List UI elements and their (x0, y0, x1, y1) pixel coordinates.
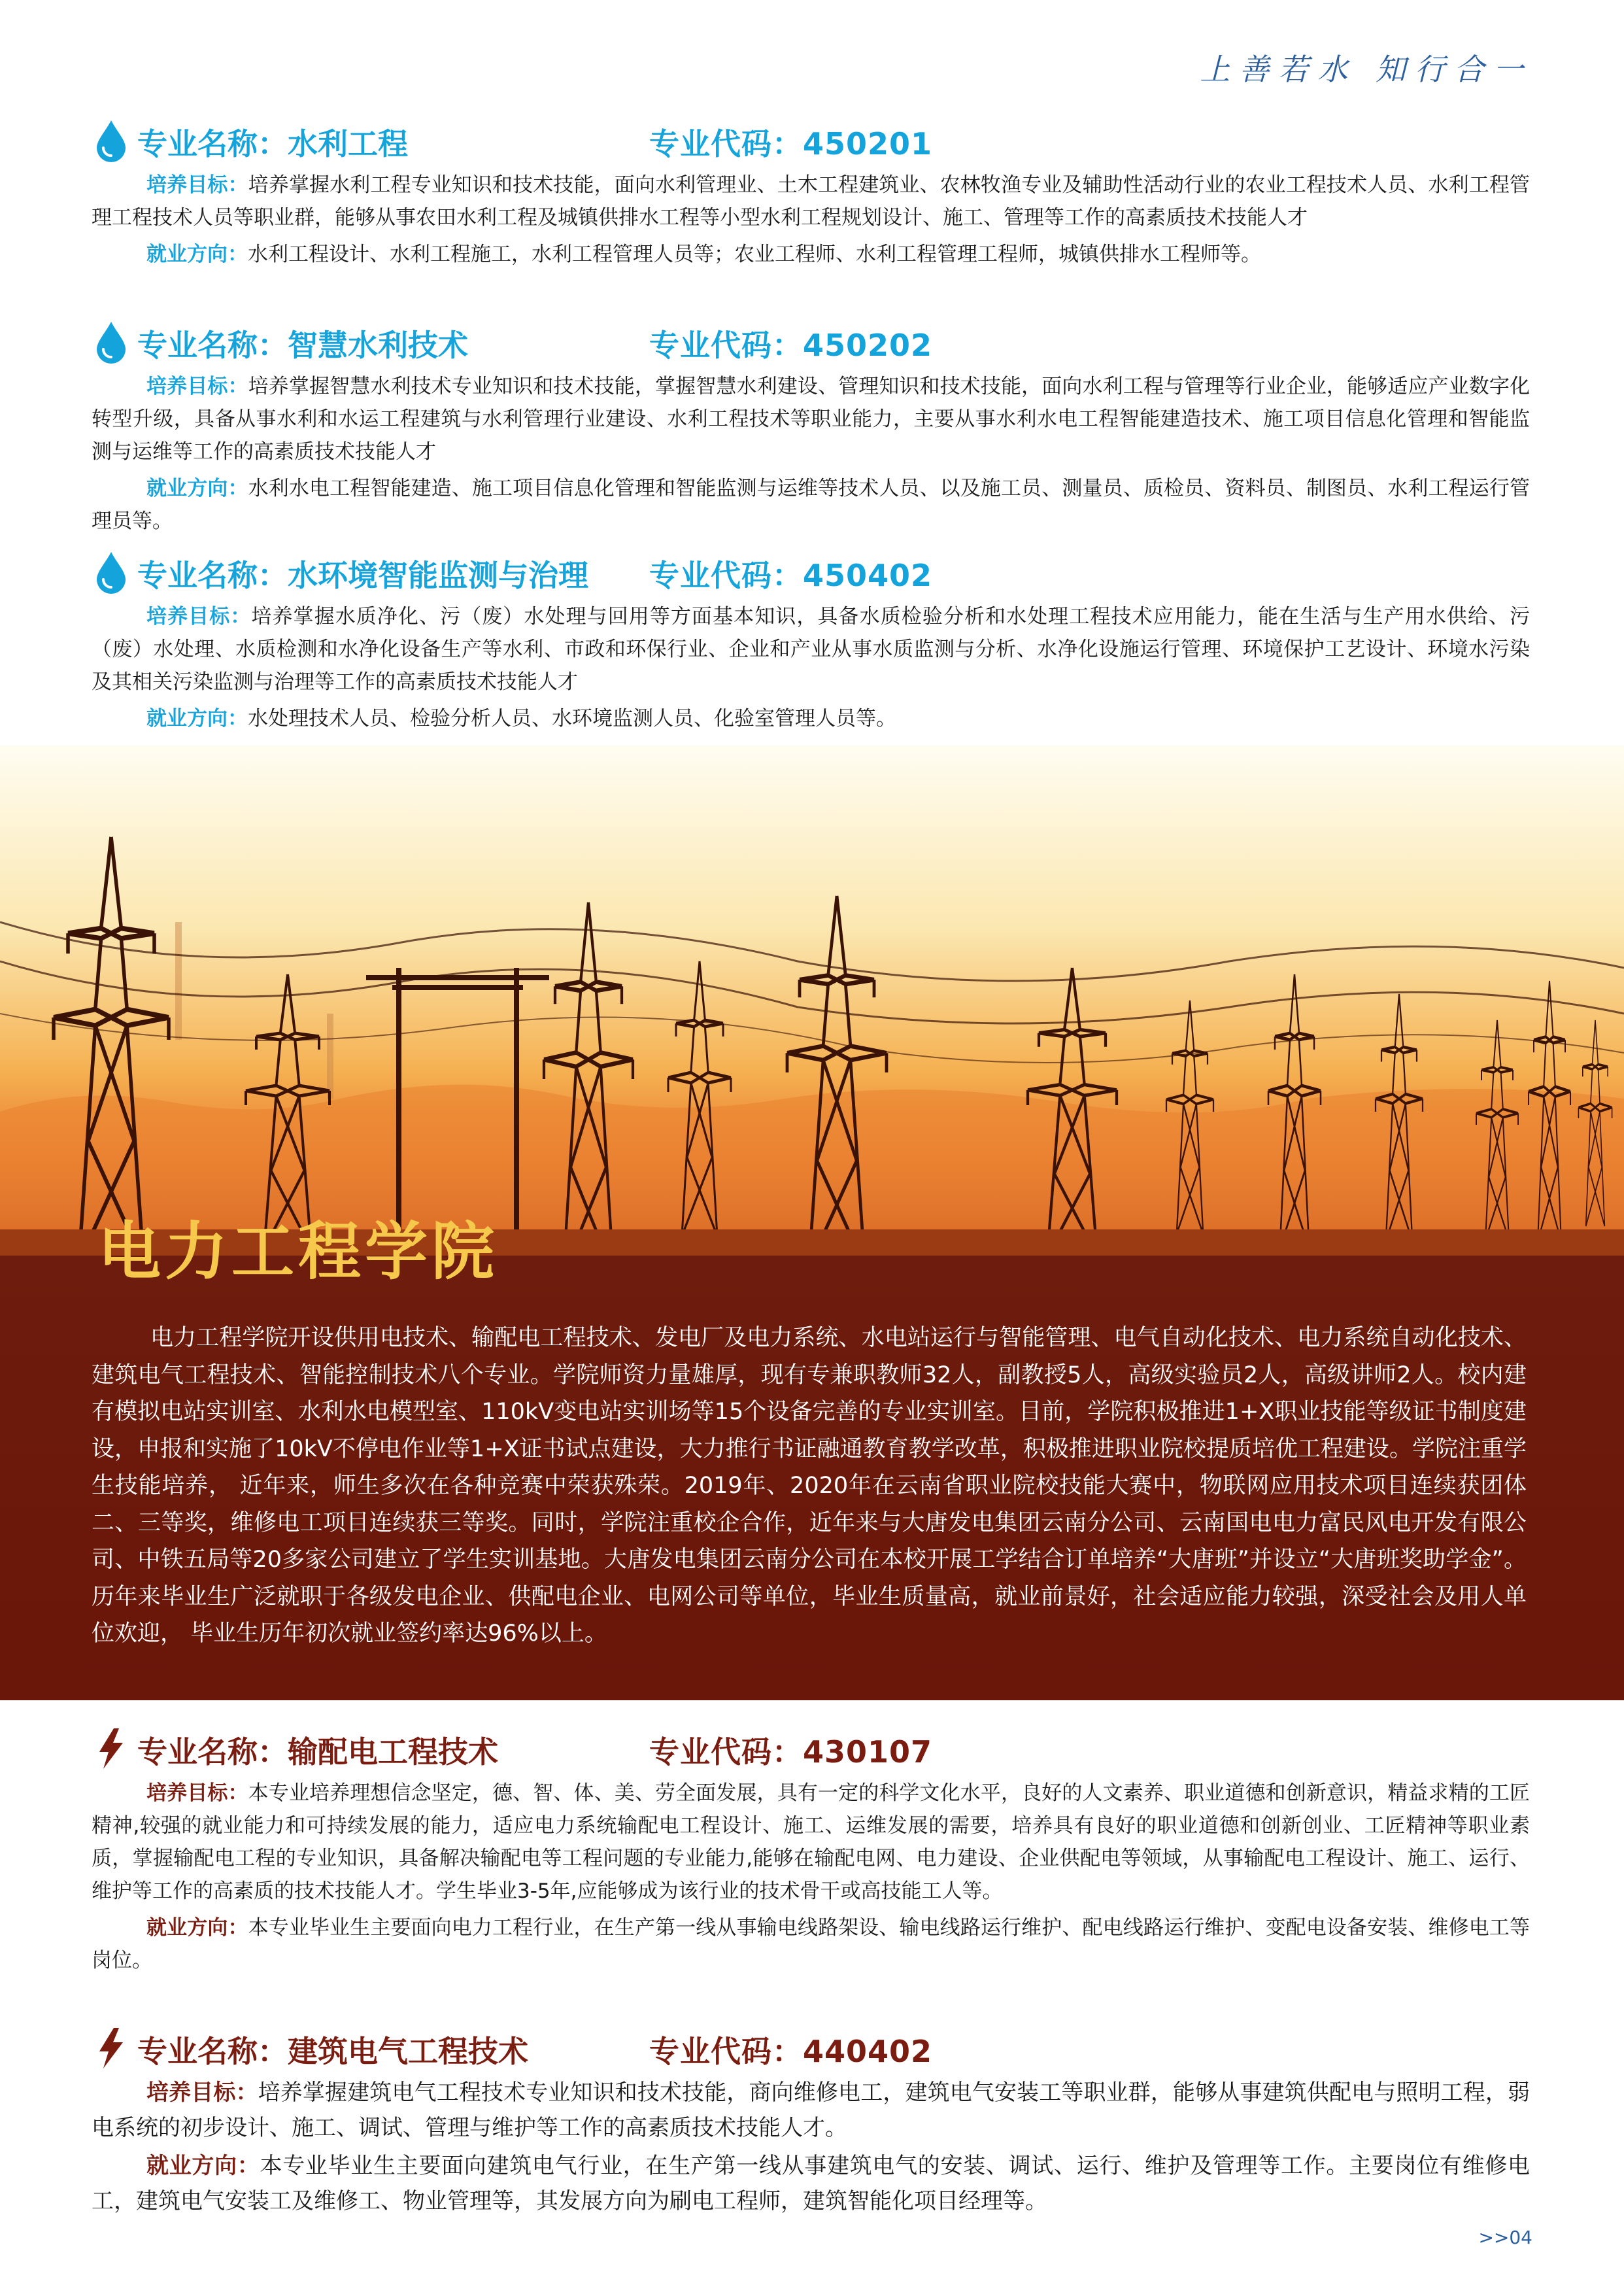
major-code: 专业代码：440402 (649, 2034, 933, 2069)
career-text: 本专业毕业生主要面向电力工程行业，在生产第一线从事输电线路架设、输电线路运行维护、配电线路运行维护、变配电设备安装、维修电工等岗位。 (92, 1916, 1531, 1972)
goal-label: 培养目标： (146, 2080, 258, 2106)
career-label: 就业方向： (146, 707, 248, 730)
major-block-hydraulic-engineering (92, 116, 1530, 271)
lightning-bolt-icon (94, 1727, 128, 1770)
goal-label: 培养目标： (146, 375, 248, 398)
career-direction (92, 702, 1530, 735)
major-block-building-electrical (92, 2024, 1530, 2219)
water-drop-icon (94, 551, 128, 594)
major-code: 专业代码：450402 (649, 558, 933, 593)
training-goal (92, 1777, 1530, 1908)
page-number: >>04 (1478, 2227, 1532, 2248)
career-label: 就业方向： (146, 1916, 248, 1940)
goal-text: 培养掌握智慧水利技术专业知识和技术技能，掌握智慧水利建设、管理知识和技术技能，面向水利工程与管理等行业企业，能够适应产业数字化转型升级，具备从事水利和水运工程建筑与水利管理行业建设、水利工程技术等职业能力，主要从事水利水电工程智能建造技术、施工项目信息化管理和智能监测与运维等工作的高素质技术技能人才 (92, 375, 1531, 464)
career-label: 就业方向： (146, 477, 248, 500)
career-text: 水处理技术人员、检验分析人员、水环境监测人员、化验室管理人员等。 (248, 707, 896, 730)
goal-label: 培养目标： (146, 1781, 248, 1805)
major-name: 专业名称：水利工程 (137, 126, 408, 162)
training-goal (92, 169, 1530, 234)
major-block-transmission (92, 1724, 1530, 1977)
goal-label: 培养目标： (146, 605, 252, 628)
major-name: 专业名称：水环境智能监测与治理 (137, 558, 588, 593)
college-title: 电力工程学院 (98, 1215, 498, 1288)
career-label: 就业方向： (146, 2153, 260, 2179)
career-direction (92, 238, 1530, 271)
major-block-water-environment (92, 548, 1530, 735)
career-text: 水利水电工程智能建造、施工项目信息化管理和智能监测与运维等技术人员、以及施工员、测量员、质检员、资料员、制图员、水利工程运行管理员等。 (92, 477, 1531, 533)
college-intro: 电力工程学院开设供用电技术、输配电工程技术、发电厂及电力系统、水电站运行与智能管理、电气自动化技术、电力系统自动化技术、建筑电气工程技术、智能控制技术八个专业。学院师资力量雄厚，现有专兼职教师32人，副教授5人，高级实验员2人，高级讲师2人。校内建有模拟电站实训室、水利水电模型室、110kV变电站实训场等15个设备完善的专业实训室。目前，学院积极推进1+X职业技能等级证书制度建设，申报和实施了10kV不停电作业等1+X证书试点建设，大力推行书证融通教育教学改革，积极推进职业院校提质培优工程建设。学院注重学生技能培养， 近年来，师生多次在各种竞赛中荣获殊荣。2019年、2020年在云南省职业院校技能大赛中，物联网应用技术项目连续获团体二、三等奖，维修电工项目连续获三等奖。同时，学院注重校企合作，近年来与大唐发电集团云南分公司、云南国电电力富民风电开发有限公司、中铁五局等20多家公司建立了学生实训基地。大唐发电集团云南分公司在本校开展工学结合订单培养“大唐班”并设立“大唐班奖助学金”。历年来毕业生广泛就职于各级发电企业、供配电企业、电网公司等单位，毕业生质量高，就业前景好，社会适应能力较强，深受社会及用人单位欢迎， 毕业生历年初次就业签约率达96%以上。 (92, 1325, 1527, 1647)
career-direction (92, 1911, 1530, 1977)
career-label: 就业方向： (146, 243, 248, 266)
lightning-bolt-icon (94, 2027, 128, 2070)
major-name: 专业名称：建筑电气工程技术 (137, 2034, 528, 2069)
major-code: 专业代码：450202 (649, 328, 933, 363)
goal-label: 培养目标： (146, 173, 248, 197)
major-code: 专业代码：430107 (649, 1734, 933, 1770)
page-motto: 上善若水 知行合一 (1200, 52, 1532, 87)
career-direction (92, 472, 1530, 538)
goal-text: 本专业培养理想信念坚定，德、智、体、美、劳全面发展，具有一定的科学文化水平，良好的人文素养、职业道德和创新意识，精益求精的工匠精神,较强的就业能力和可持续发展的能力，适应电力系统输配电工程设计、施工、运维发展的需要，培养具有良好的职业道德和创新创业、工匠精神等职业素质，掌握输配电工程的专业知识，具备解决输配电等工程问题的专业能力,能够在输配电网、电力建设、企业供配电等领域，从事输配电工程设计、施工、运行、维护等工作的高素质的技术技能人才。学生毕业3-5年,应能够成为该行业的技术骨干或高技能工人等。 (92, 1781, 1531, 1903)
goal-text: 培养掌握水利工程专业知识和技术技能，面向水利管理业、土木工程建筑业、农林牧渔专业及辅助性活动行业的农业工程技术人员、水利工程管理工程技术人员等职业群，能够从事农田水利工程及城镇供排水工程等小型水利工程规划设计、施工、管理等工作的高素质技术技能人才 (92, 173, 1531, 230)
major-block-smart-water (92, 318, 1530, 538)
career-text: 水利工程设计、水利工程施工，水利工程管理人员等；农业工程师、水利工程管理工程师，城镇供排水工程师等。 (248, 243, 1261, 266)
goal-text: 培养掌握水质净化、污（废）水处理与回用等方面基本知识，具备水质检验分析和水处理工程技术应用能力，能在生活与生产用水供给、污（废）水处理、水质检测和水净化设备生产等水利、市政和环保行业、企业和产业从事水质监测与分析、水净化设施运行管理、环境保护工艺设计、环境水污染及其相关污染监测与治理等工作的高素质技术技能人才 (92, 605, 1530, 694)
training-goal (92, 2075, 1530, 2146)
career-direction (92, 2148, 1530, 2219)
major-name: 专业名称：输配电工程技术 (137, 1734, 498, 1770)
major-code: 专业代码：450201 (649, 126, 933, 162)
training-goal (92, 370, 1530, 468)
career-text: 本专业毕业生主要面向建筑电气行业，在生产第一线从事建筑电气的安装、调试、运行、维护及管理等工作。主要岗位有维修电工，建筑电气安装工及维修工、物业管理等，其发展方向为刷电工程师，建筑智能化项目经理等。 (92, 2153, 1530, 2214)
major-name: 专业名称：智慧水利技术 (137, 328, 468, 363)
training-goal (92, 600, 1530, 698)
water-drop-icon (94, 320, 128, 364)
goal-text: 培养掌握建筑电气工程技术专业知识和技术技能，商向维修电工，建筑电气安装工等职业群，能够从事建筑供配电与照明工程，弱电系统的初步设计、施工、调试、管理与维护等工作的高素质技术技能人才。 (92, 2080, 1530, 2141)
water-drop-icon (94, 119, 128, 162)
